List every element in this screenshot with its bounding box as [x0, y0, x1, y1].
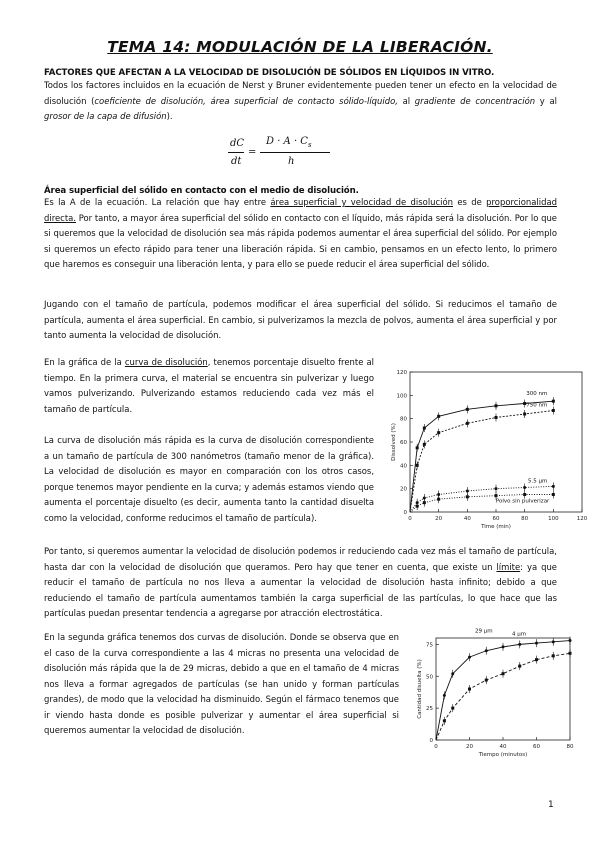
data-point	[569, 639, 572, 642]
data-point	[523, 486, 526, 489]
data-point	[468, 656, 471, 659]
paragraph-limit: Por tanto, si queremos aumentar la velocidad de disolución podemos ir reduciendo cada vez más el tamaño de partícula, hasta dar con la velocidad de disolución que queramos. Pero hay que tener en cuenta, que existe un límite: ya que reducir el tamaño de partícula no nos lleva a aumentar la velocidad de disolución hasta infinito; debido a que reduciendo el tamaño de partícula aumentamos también la carga superficial de las partículas, lo que hace que las partículas puedan presentar tendencia a agregarse por atracción electrostática.	[44, 546, 557, 618]
data-point	[416, 464, 419, 467]
y-tick-label: 50	[426, 674, 433, 681]
x-tick-label: 80	[521, 516, 529, 522]
series-line-0	[436, 641, 570, 740]
data-point	[552, 640, 555, 643]
x-tick-label: 120	[576, 516, 588, 522]
data-point	[495, 416, 498, 419]
data-point	[451, 707, 454, 710]
data-point	[437, 431, 440, 434]
data-point	[485, 679, 488, 682]
y-axis-label: Dissolved (%)	[391, 423, 397, 461]
x-tick-label: 20	[466, 744, 473, 750]
data-point	[495, 494, 498, 497]
intro-paragraph: Todos los factores incluidos en la ecuación de Nerst y Bruner evidentemente pueden tener un efecto en la velocidad de disolución (coeficiente de disolución, área superficial de contacto sólido-líquido, al gradiente de concentración y al grosor de la capa de difusión).	[44, 80, 557, 121]
page-title: TEMA 14: MODULACIÓN DE LA LIBERACIÓN.	[107, 38, 493, 56]
data-point	[552, 654, 555, 657]
section-heading-surface-area: Área superficial del sólido en contacto con el medio de disolución.	[44, 186, 359, 196]
data-point	[443, 719, 446, 722]
x-tick-label: 40	[499, 744, 507, 750]
x-tick-label: 60	[533, 744, 540, 750]
y-tick-label: 0	[429, 738, 433, 744]
x-tick-label: 20	[435, 516, 443, 522]
data-point	[423, 427, 426, 430]
data-point	[466, 422, 469, 425]
y-tick-label: 0	[403, 510, 407, 516]
paragraph-particle-size: Jugando con el tamaño de partícula, podemos modificar el área superficial del sólido. Si reducimos el tamaño de partícula, aumenta el área superficial. En cambio, si pulverizamos la mezcla de polvos, aumenta el área superficial y por tanto aumenta la velocidad de disolución.	[44, 299, 557, 340]
x-tick-label: 0	[408, 516, 412, 522]
data-point	[423, 443, 426, 446]
plot-frame	[436, 638, 570, 740]
y-tick-label: 75	[426, 642, 433, 649]
data-point	[466, 495, 469, 498]
x-tick-label: 0	[434, 744, 438, 750]
data-point	[552, 493, 555, 496]
series-line-0	[410, 401, 553, 512]
section-heading-factors: FACTORES QUE AFECTAN A LA VELOCIDAD DE DISOLUCIÓN DE SÓLIDOS EN LÍQUIDOS IN VITRO.	[44, 68, 495, 78]
y-tick-label: 120	[396, 370, 407, 376]
x-axis-label: Tiempo (minutos)	[478, 752, 528, 758]
data-point	[443, 694, 446, 697]
page-number: 1	[548, 800, 554, 810]
y-tick-label: 25	[426, 706, 433, 713]
data-point	[518, 665, 521, 668]
data-point	[535, 658, 538, 661]
series-label: 300 nm	[526, 391, 548, 398]
data-point	[523, 493, 526, 496]
data-point	[552, 485, 555, 488]
data-point	[523, 413, 526, 416]
series-line-1	[410, 411, 553, 513]
data-point	[495, 404, 498, 407]
data-point	[416, 446, 419, 449]
x-tick-label: 40	[463, 516, 471, 522]
data-point	[569, 652, 572, 655]
paragraph-surface-area: Es la A de la ecuación. La relación que hay entre área superficial y velocidad de disolución es de proporcionalidad directa. Por tanto, a mayor área superficial del sólido en contacto con el líquido, más rápida será la disolución. Por lo que si queremos que la velocidad de disolución sea más rápida podemos aumentar el área superficial del sólido. Por ejemplo si queremos un efecto rápido para tener una liberación rápida. Si en cambio, pensamos en un efecto lento, lo primero que haremos es conseguir una liberación lenta, y para ello se puede reducir el área superficial del sólido.	[44, 197, 557, 269]
x-tick-label: 80	[566, 744, 574, 750]
data-point	[502, 672, 505, 675]
y-tick-label: 80	[400, 416, 407, 423]
dissolution-chart-aggregation	[412, 628, 582, 762]
series-label: 29 µm	[475, 628, 493, 635]
data-point	[468, 688, 471, 691]
x-tick-label: 60	[492, 516, 500, 522]
x-tick-label: 100	[548, 516, 559, 522]
series-label: Polvo sin pulverizar	[495, 498, 550, 505]
y-tick-label: 60	[400, 440, 407, 446]
data-point	[437, 415, 440, 418]
dissolution-chart-particle-size	[384, 362, 594, 534]
data-point	[518, 643, 521, 646]
data-point	[502, 645, 505, 648]
y-axis-label: Cantidad disuelta (%)	[417, 659, 423, 719]
series-label: 750 nm	[526, 402, 548, 409]
paragraph-fastest-curve: La curva de disolución más rápida es la curva de disolución correspondiente a un tamaño de partícula de 300 nanómetros (tamaño menor de la gráfica). La velocidad de disolución es mayor en comparación con los otros casos, porque tenemos mayor pendiente en la curva; y además estamos viendo que aumenta el porcentaje disuelto (es decir, aumenta tanto la cantidad disuelta como la velocidad, conforme reducimos el tamaño de partícula).	[44, 435, 374, 523]
data-point	[451, 672, 454, 675]
data-point	[552, 409, 555, 412]
x-axis-label: Time (min)	[481, 524, 511, 530]
series-label: 4 µm	[512, 631, 527, 638]
data-point	[416, 505, 419, 508]
paragraph-second-chart: En la segunda gráfica tenemos dos curvas de disolución. Donde se observa que en el caso de la curva correspondiente a las 4 micras no presenta una velocidad de disolución más rápida que la de 29 micras, debido a que en el tamaño de 4 micras nos lleva a formar agregados de partículas (se han unido y forman partículas grandes), de modo que la velocidad ha disminuido. Según el fármaco tenemos que ir viendo hasta donde es posible pulverizar y aumentar el área superficial si queremos aumentar la velocidad de disolución.	[44, 632, 399, 735]
data-point	[437, 498, 440, 501]
y-tick-label: 40	[400, 463, 407, 470]
data-point	[495, 487, 498, 490]
data-point	[423, 501, 426, 504]
data-point	[466, 490, 469, 493]
y-tick-label: 100	[396, 393, 407, 400]
series-line-1	[436, 653, 570, 740]
nernst-brunner-equation: dC dt = $D \cdot A \cdot C_s$ h	[228, 136, 338, 176]
y-tick-label: 20	[400, 486, 407, 493]
paragraph-dissolution-curve: En la gráfica de la curva de disolución, tenemos porcentaje disuelto frente al tiempo. En la primera curva, el material se encuentra sin pulverizar y luego vamos pulverizando. Pulverizando estamos reduciendo cada vez más el tamaño de partícula.	[44, 357, 374, 414]
data-point	[466, 408, 469, 411]
data-point	[535, 642, 538, 645]
data-point	[485, 649, 488, 652]
series-label: 5.5 µm	[527, 478, 548, 485]
data-point	[552, 400, 555, 403]
